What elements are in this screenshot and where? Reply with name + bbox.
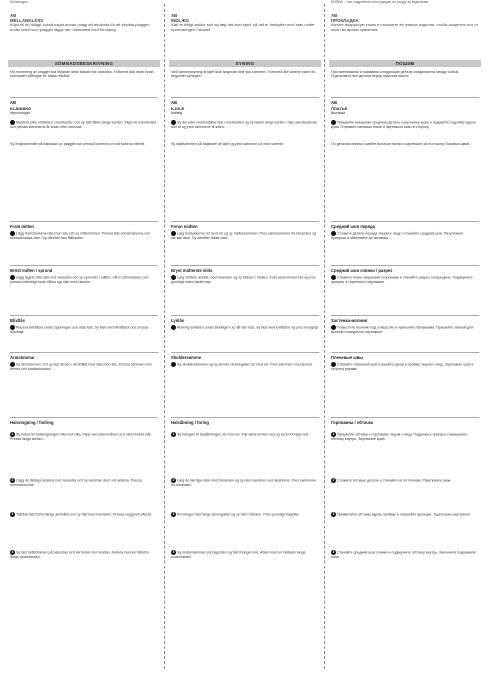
header-text: Купите недорогую ткань и положите её поверх изделия, чтобы защитить его от пыли во время хранения. [331,22,479,32]
step-text [331,120,479,129]
header-code: AB [10,13,17,18]
section-title: Bryst midterste slids [171,268,213,273]
intro-text: Vid montering av plagget ska följande delar fästas mot varandra. Förbered alla delar innan sömnaden påbörjas för bästa resultat. [10,70,154,79]
list-item [10,478,158,487]
section-text [331,325,479,334]
step-body: Поместите молнию под отверстие и приколите булавками. Пришейте лапкой для молний и аккуратно заутюжьте. [331,325,474,334]
list-item [331,478,479,483]
step-body: Lägg de färdiga delarna mot varandra och sy samman dem vid axlarna. Pressa sömmarna isär. [10,478,142,487]
sub-heading [331,107,479,116]
section-divider [331,352,479,353]
step-text [10,120,158,129]
section-divider [171,97,319,98]
sub-title: ПЛАТЬЕ [331,106,348,111]
header-text: Köps till en tidiggt också nagot annan plagg att använda för att skydda plaggen under tiden som plagget läggs ner i samband med förvaring. [10,22,150,32]
step-body: Sy ärmsömmen och sy fast ärmen i ärmhålet med räta mot räta. Pressa sömmen mot ärmen och kantsicksacka. [10,362,152,371]
column-divider [324,4,325,669]
step-text: Sy taljesømmen på bagsiden af tøjet og pres sømmen ud mod siderne. [171,142,285,146]
step-body: Пришейте внешнюю среднюю деталь к верхнему краю и подшейте подгибку вдоль края. Отрежьте излишки ткани и заутюжьте швы в сторону. [331,120,476,129]
header-text: Køb et billigt stykke stof og læg det over tøjet, så det er beskyttet mod støv under opbevaringen i skabet. [171,22,315,32]
list-item [171,432,319,437]
step-number-icon: 2 [172,478,175,482]
intro-text: Ved sammensyning af tøjet skal følgende dele sys sammen. Forbered alle delene inden du begynder syningen. [171,70,316,79]
section-text [331,362,479,371]
section-title: Bröst mitten / sprund [10,268,53,273]
header-block [331,14,479,32]
step-number-icon [171,362,176,367]
step-body: Sy fast mittsömmen på baksidan och vik fodret mot insidan. Avsluta med en fållsöm längs nederkanten. [10,550,149,559]
step-body: Placera blixtlåset under öppningen och nåla fast. Sy fast med blixtlåsfot och pressa försiktigt. [10,325,149,334]
step-number-icon: 3 [172,512,175,516]
step-text: По деталям спинки сшейте вытачки талии и заутюжьте их в сторону боковых швов. [331,142,471,146]
header-title: INDLÆG [171,17,190,23]
step-body: Сложите детали переда лицом к лицу и стачайте средний шов. Разутюжьте припуски и обметайте их зигзагом. [331,231,464,240]
step-body: Lägg tygets räta sida mot varandra och sy sprundet i mitten. Vik in sömsmånen och pressa ordentligt innan fållen sys fast med raksöm. [10,275,149,284]
section-band: SÖMNADSBESKRIVNING [8,60,160,67]
header-code: AB [331,13,338,18]
top-note: БИРКА – это подробное инструкция по уходу за изделием. [331,0,430,4]
section-band: SYNING [169,60,321,67]
sub-title: KJOLE [171,106,185,111]
section-text [331,231,479,240]
step-number-icon: 4 [172,550,175,554]
sub-subtitle: Indlæg [171,111,182,116]
column-divider [164,4,165,669]
section-text [10,325,158,334]
step-number-icon: 4 [332,550,335,554]
step-body: Læg stoffets retside mod hinanden og sy slidsen i midten. Fold sømrummet ind og pres grundigt inden falden sys. [171,275,316,284]
step-text [171,120,319,129]
list-item [331,550,479,559]
intro-text: При сметывании и сшивании следующие детали соединяются между собой. Подготовьте все детали перед началом шитья. [331,70,459,79]
sub-heading [171,107,319,116]
section-divider [10,265,158,266]
section-text [171,325,319,330]
step-body: Сложите готовые детали и стачайте их по плечам. Разутюжьте швы. [337,478,452,483]
section-title: AB [171,100,178,105]
section-title: AB [331,100,338,105]
header-title: MELLANKLÄSS [10,17,44,23]
section-title: Foran midten [171,224,198,229]
step-number-icon: 2 [11,478,14,482]
section-title: Halsringning / fodring [10,420,54,425]
list-item [10,550,158,559]
section-text [171,231,319,240]
section-title: Средний шов переда [331,224,375,229]
section-divider [10,221,158,222]
step-body: Ri foringen fast langs ærmegabet og sy fast i hånden. Pres grundigt bagefter. [177,512,300,517]
section-divider [171,417,319,418]
section-band: ПОШИВ [329,60,481,67]
step-number-icon: 3 [11,512,14,516]
section-divider [171,265,319,266]
section-title: Blixtlås [10,318,25,323]
step-body: Приметайте обтачку вдоль проймы и пришейте вручную. Тщательно заутюжьте. [337,512,471,517]
step-body: Стачайте плечевой шов и вшейте рукав в пройму лицом к лицу. Заутюжьте шов в сторону рукава. [331,362,474,371]
section-title: Средний шов спинки / разрез [331,268,393,273]
step-body: Anbring lynlåsen under åbningen og nål den fast. Sy fast med lynlåsfod og pres forsigtigt. [177,325,319,330]
section-text [171,275,319,284]
section-title: Fram mitten [10,224,34,229]
step-number-icon: 1 [332,432,335,436]
list-item [331,432,479,441]
sub-subtitle: Вытачки [331,111,345,116]
step-number-icon: 2 [332,478,335,482]
step-number-icon: 1 [172,432,175,436]
section-divider [10,352,158,353]
step-body: Sy skuldersømmen og sy ærmet i ærmegabet ret mod ret. Pres sømmen mod ærmet. [177,362,314,367]
section-title: AB [10,100,17,105]
section-divider [171,352,319,353]
section-divider [331,315,479,316]
step-number-icon: 3 [332,512,335,516]
header-block [171,14,319,32]
step-body: Sy foringen til halsåbningen ret mod ret. Klip sømrummet ned og vend foringen ind. [177,432,310,437]
section-divider [10,417,158,418]
top-note: förvaringen. [10,0,29,4]
section-text [10,231,158,240]
section-divider [171,315,319,316]
section-title: Ärmsömmar [10,355,35,360]
step-body: Læg forstykkerne ret mod ret og sy midtersømmen. Pres sømrummene fra hinanden og sik-sak dem. Sy derefter falden fast. [171,231,317,240]
list-item [10,432,158,441]
step-body: Sy det ydre midterstykke fast i overkanten og sy falden langs kanten. Klip overskydende stof af og pres sømmene til siden. [171,120,317,129]
section-text [10,362,158,371]
step-body: Сложите ткань лицевыми сторонами и стачайте разрез посередине. Подверните припуск и тщательно заутюжьте. [331,275,473,284]
list-item [171,478,319,487]
step-body: Læg de færdige dele mod hinanden og sy dem sammen ved skuldrene. Pres sømmene fra hinanden. [171,478,317,487]
section-title: Застежка-молния [331,318,368,323]
list-item [10,512,158,517]
list-item [171,550,319,559]
section-title: Halsåbning / foring [171,420,209,425]
section-title: Skuldersømme [171,355,202,360]
step-number-icon [171,325,176,330]
section-text [171,362,319,367]
header-title: ПРОКЛАДКА [331,17,359,23]
header-code: AB [171,13,178,18]
step-body: Montera yttre mittdelen i överkanten och sy fast fållen längs kanten. Klipp av överskottet och pressa sömmarna åt sidan efter sömnad. [10,120,156,129]
section-text [331,275,479,284]
step-body: Lägg framstyckena räta mot räta och sy mittsömmen. Pressa isär sömsmånerna och kantsicksacka dem. Sy därefter fast fållkanten. [10,231,151,240]
step-text: Sy midjesömmen på baksidan av plagget och pressa sömmen ut mot sidorna efteråt. [10,142,145,146]
section-divider [331,97,479,98]
list-item [171,512,319,517]
step-body: Tråckla fast fodret längs armhålet och sy fast med handsöm. Pressa noggrant efteråt. [16,512,152,517]
sub-subtitle: Inprovningar [10,111,30,116]
step-body: Стачайте средний шов спинки и подверните обтачку внутрь. Закончите подшивкой низа. [331,550,476,559]
section-divider [10,97,158,98]
step-body: Sy midtersømmen på bagsiden og fold foringen ind. Afslut med en faldsøm langs underkanten. [171,550,306,559]
section-divider [171,221,319,222]
section-title: Lynlås [171,318,185,323]
section-divider [331,265,479,266]
section-divider [10,315,158,316]
step-body: Sy fodret till halsringningen räta mot räta. Klipp ned sömsmånen och vänd fodret inåt. Pressa längs kanten. [10,432,152,441]
step-number-icon: 1 [11,432,14,436]
header-block [10,14,158,32]
sub-heading [10,107,158,116]
section-divider [331,417,479,418]
section-divider [331,221,479,222]
section-title: Плечевые швы [331,355,363,360]
section-text [10,275,158,284]
step-number-icon: 4 [11,550,14,554]
list-item [331,512,479,517]
section-title: Горловина / обтачка [331,420,374,425]
sub-title: KLÄNNING [10,106,32,111]
step-body: Пришейте обтачку к горловине лицом к лицу. Подрежьте припуск и выверните обтачку внутрь. Заутюжьте край. [331,432,468,441]
